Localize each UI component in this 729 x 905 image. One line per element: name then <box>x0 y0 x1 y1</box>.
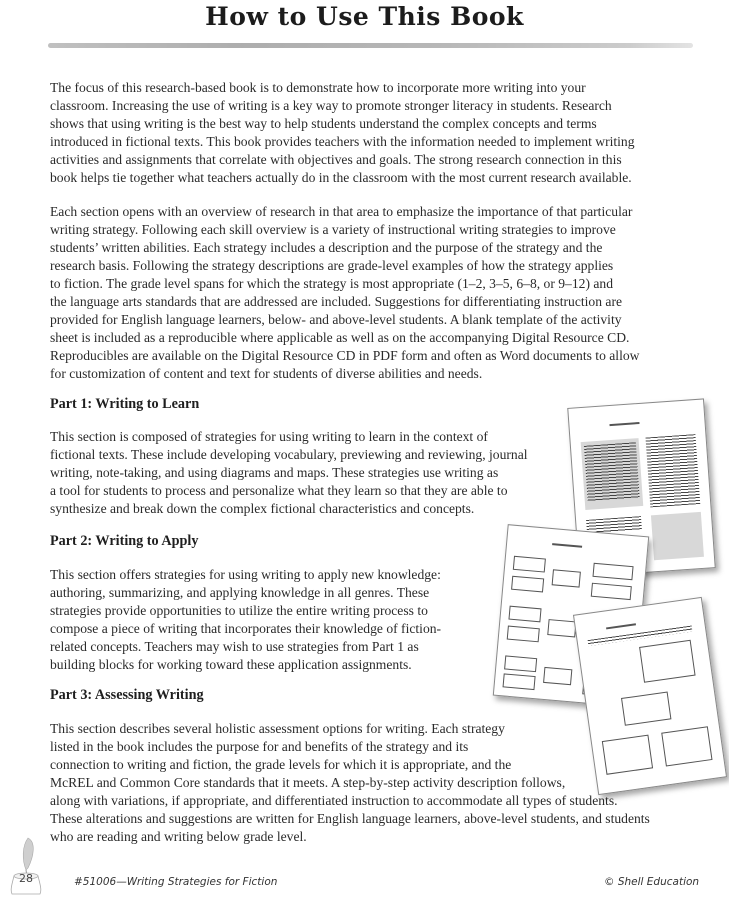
text-line: research basis. Following the strategy descriptions are grade-level examples of how the strategy applies <box>50 258 614 273</box>
text-line: along with variations, if appropriate, and differentiated instruction to accommodate all types of students. <box>50 793 618 808</box>
text-line: Each section opens with an overview of research in that area to emphasize the importance of that particular <box>50 204 633 219</box>
book-id: #51006—Writing Strategies for Fiction <box>74 876 278 888</box>
section-heading-part-3: Part 3: Assessing Writing <box>50 687 204 703</box>
quill-inkwell-icon <box>6 836 46 898</box>
text-line: This section describes several holistic assessment options for writing. Each strategy <box>50 721 505 736</box>
text-line: to fiction. The grade level spans for which the strategy is most appropriate (1–2, 3–5, 6–8, or 9–12) and <box>50 276 613 291</box>
page-number: 28 <box>19 872 33 885</box>
text-line: compose a piece of writing that incorporates their knowledge of fiction- <box>50 621 442 636</box>
text-line: McREL and Common Core standards that it meets. A step-by-step activity description follows, <box>50 775 566 790</box>
overview-paragraph <box>50 203 639 383</box>
section-body-part-2 <box>50 566 441 674</box>
section-heading-part-1: Part 1: Writing to Learn <box>50 396 200 412</box>
text-line: introduced in fictional texts. This book provides teachers with the information needed to implement writing <box>50 134 635 149</box>
publisher: © Shell Education <box>604 876 700 888</box>
text-line: writing, note-taking, and using diagrams and maps. These strategies use writing as <box>50 465 499 480</box>
text-line: the language arts standards that are addressed are included. Suggestions for differentiating instruction are <box>50 294 623 309</box>
text-line: classroom. Increasing the use of writing is a key way to promote stronger literacy in students. Research <box>50 98 612 113</box>
text-line: Reproducibles are available on the Digital Resource CD in PDF form and often as Word documents to allow <box>50 348 640 363</box>
text-line: for customization of content and text for students of diverse abilities and needs. <box>50 366 483 381</box>
page-title: How to Use This Book <box>205 2 524 31</box>
text-line: authoring, summarizing, and applying knowledge in all genres. These <box>50 585 430 600</box>
text-line: synthesize and break down the complex fictional characteristics and concepts. <box>50 501 475 516</box>
text-line: sheet is included as a reproducible where applicable as well as on the accompanying Digital Resource CD. <box>50 330 630 345</box>
text-line: building blocks for working toward these application assignments. <box>50 657 412 672</box>
text-line: This section offers strategies for using writing to apply new knowledge: <box>50 567 441 582</box>
text-line: writing strategy. Following each skill overview is a variety of instructional writing strategies to improve <box>50 222 616 237</box>
text-line: related concepts. Teachers may wish to use strategies from Part 1 as <box>50 639 419 654</box>
text-line: provided for English language learners, below- and above-level students. A blank template of the activity <box>50 312 622 327</box>
text-line: strategies provide opportunities to utilize the entire writing process to <box>50 603 428 618</box>
text-line: who are reading and writing below grade level. <box>50 829 307 844</box>
intro-paragraph <box>50 79 635 187</box>
text-line: connection to writing and fiction, the grade levels for which it is appropriate, and the <box>50 757 512 772</box>
text-line: students’ written abilities. Each strategy includes a description and the purpose of the strategy and the <box>50 240 603 255</box>
text-line: The focus of this research-based book is to demonstrate how to incorporate more writing into your <box>50 80 586 95</box>
title-rule <box>48 43 693 48</box>
text-line: listed in the book includes the purpose for and benefits of the strategy and its <box>50 739 469 754</box>
text-line: These alterations and suggestions are written for English language learners, above-level students, and students <box>50 811 650 826</box>
text-line: a tool for students to process and personalize what they learn so that they are able to <box>50 483 508 498</box>
text-line: This section is composed of strategies for using writing to learn in the context of <box>50 429 488 444</box>
section-heading-part-2: Part 2: Writing to Apply <box>50 533 199 549</box>
section-body-part-1 <box>50 428 528 518</box>
section-body-part-3 <box>50 720 650 846</box>
text-line: book helps tie together what teachers actually do in the classroom with the most current research available. <box>50 170 632 185</box>
text-line: activities and assignments that correlate with objectives and goals. The strong research connection in this <box>50 152 622 167</box>
text-line: fictional texts. These include developing vocabulary, previewing and reviewing, journal <box>50 447 528 462</box>
text-line: shows that using writing is the best way to help students understand the complex concepts and terms <box>50 116 597 131</box>
